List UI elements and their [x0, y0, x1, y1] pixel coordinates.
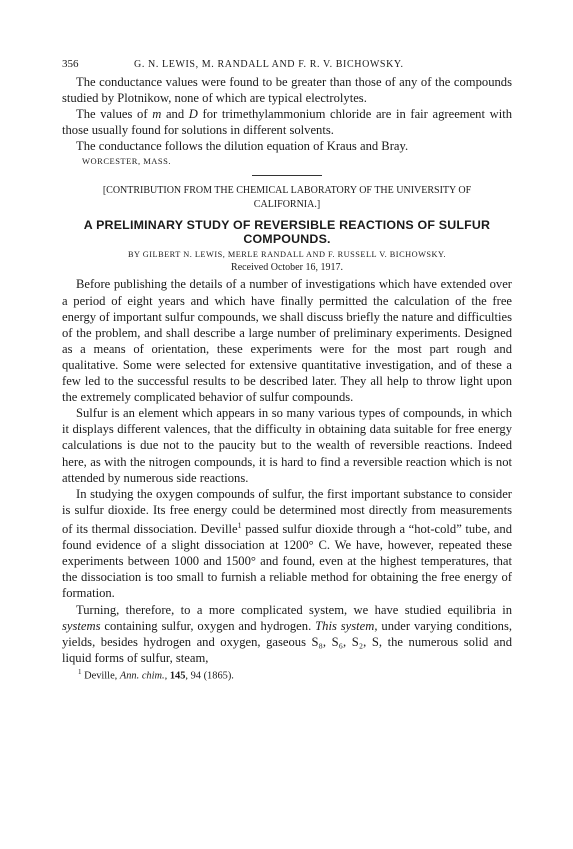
- article-paragraph-4: Turning, therefore, to a more complicated system, we have studied equilibria in systems containing sulfur, oxygen and hydrogen. This system, under varying conditions, yields, besides hydrogen and oxygen, gaseous S₈, S₆, S₂, S, the numerous solid and liquid forms of sulfur, steam,: [62, 602, 512, 665]
- article-paragraph-1: Before publishing the details of a number of investigations which have extended over a period of eight years and which have finally permitted the calculation of the free energy of important sulfur compounds, we shall discuss briefly the nature and difficulties of the problem, and shall describe a large number of preliminary experiments. Designed as a means of orientation, these experiments were for the most part rough and qualitative. Some were selected for extensive quantitative investigation, and of these a few led to the successful results to be described later. They all help to throw light upon the extremely complicated behavior of sulfur compounds.: [62, 277, 512, 405]
- prev-article-paragraph-1: The conductance values were found to be greater than those of any of the compounds studied by Plotnikow, none of which are typical electrolytes.: [62, 75, 512, 106]
- article-paragraph-2: Sulfur is an element which appears in so many various types of compounds, in which it displays different valences, that the difficulty in obtaining data suitable for free energy calculations is due not to the paucity but to the wealth of reversible reactions. Indeed here, as with the nitrogen compounds, it is hard to find a reversible reaction which is not attended by numerous side reactions.: [62, 406, 512, 485]
- running-head: [62, 58, 512, 74]
- prev-article-signature: WORCESTER, MASS.: [82, 156, 171, 167]
- journal-page: [62, 58, 512, 682]
- prev-article-paragraph-3: The conductance follows the dilution equation of Kraus and Bray.: [76, 139, 409, 154]
- footnote-ref: 1: [237, 520, 242, 530]
- footnote: $^1$ Deville, Ann. chim., 145, 94 (1865).: [78, 667, 234, 682]
- page-number: 356: [62, 58, 79, 70]
- article-byline: BY GILBERT N. LEWIS, MERLE RANDALL AND F. RUSSELL V. BICHOWSKY.: [127, 250, 447, 260]
- running-head-authors: G. N. LEWIS, M. RANDALL AND F. R. V. BICHOWSKY.: [134, 59, 404, 70]
- article-title: A PRELIMINARY STUDY OF REVERSIBLE REACTIONS OF SULFUR COMPOUNDS.: [83, 218, 491, 247]
- section-divider: [252, 175, 322, 176]
- contribution-line: [CONTRIBUTION FROM THE CHEMICAL LABORATORY OF THE UNIVERSITY OF CALIFORNIA.]: [102, 185, 472, 211]
- prev-article-paragraph-2: The values of m and D for trimethylammonium chloride are in fair agreement with those usually found for solutions in different solvents.: [62, 107, 512, 138]
- received-date: Received October 16, 1917.: [231, 262, 343, 274]
- article-paragraph-3: In studying the oxygen compounds of sulfur, the first important substance to consider is sulfur dioxide. Its free energy could be determined most directly from measurements of its thermal dissociation. Deville$^1$ passed sulfur dioxide through a “hot-cold” tube, and found evidence of a slight dissociation at 1200° C. We have, however, repeated these experiments between 1000 and 1500° and found, even at the highest temperatures, that the dissociation is too small to furnish a reliable method for obtaining the free energy of formation.: [62, 486, 512, 601]
